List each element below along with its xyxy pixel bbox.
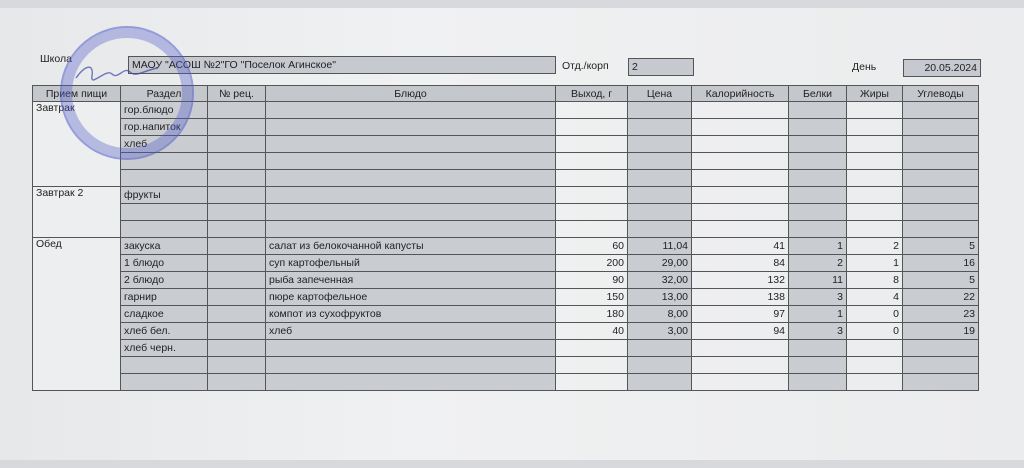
- section-cell: 1 блюдо: [121, 255, 208, 272]
- price-cell: [628, 170, 692, 187]
- rec-cell: [208, 374, 266, 391]
- price-cell: [628, 340, 692, 357]
- dish-cell: [266, 119, 556, 136]
- school-field: МАОУ "АСОШ №2"ГО "Поселок Агинское": [128, 56, 556, 74]
- price-cell: 11,04: [628, 238, 692, 255]
- table-row: [33, 289, 979, 306]
- out-cell: [556, 119, 628, 136]
- kcal-cell: [692, 136, 789, 153]
- column-header: Углеводы: [903, 86, 979, 102]
- column-header: Жиры: [847, 86, 903, 102]
- price-cell: [628, 119, 692, 136]
- column-header: Калорийность: [692, 86, 789, 102]
- price-cell: 13,00: [628, 289, 692, 306]
- column-header: Белки: [789, 86, 847, 102]
- price-cell: 8,00: [628, 306, 692, 323]
- dish-cell: хлеб: [266, 323, 556, 340]
- out-cell: [556, 340, 628, 357]
- rec-cell: [208, 153, 266, 170]
- section-cell: фрукты: [121, 187, 208, 204]
- table-header-row: [33, 86, 979, 102]
- section-cell: хлеб черн.: [121, 340, 208, 357]
- prot-cell: 3: [789, 323, 847, 340]
- kcal-cell: [692, 374, 789, 391]
- dish-cell: [266, 170, 556, 187]
- price-cell: [628, 153, 692, 170]
- out-cell: [556, 374, 628, 391]
- dish-cell: компот из сухофруктов: [266, 306, 556, 323]
- out-cell: 40: [556, 323, 628, 340]
- kcal-cell: [692, 119, 789, 136]
- prot-cell: [789, 340, 847, 357]
- rec-cell: [208, 170, 266, 187]
- prot-cell: [789, 204, 847, 221]
- dish-cell: рыба запеченная: [266, 272, 556, 289]
- kcal-cell: 97: [692, 306, 789, 323]
- dept-label: Отд./корп: [562, 60, 609, 72]
- rec-cell: [208, 323, 266, 340]
- prot-cell: 1: [789, 306, 847, 323]
- kcal-cell: [692, 357, 789, 374]
- section-cell: гарнир: [121, 289, 208, 306]
- dish-cell: [266, 204, 556, 221]
- price-cell: [628, 374, 692, 391]
- prot-cell: [789, 102, 847, 119]
- out-cell: [556, 204, 628, 221]
- out-cell: 60: [556, 238, 628, 255]
- prot-cell: 1: [789, 238, 847, 255]
- carb-cell: [903, 357, 979, 374]
- out-cell: [556, 187, 628, 204]
- out-cell: [556, 221, 628, 238]
- kcal-cell: 132: [692, 272, 789, 289]
- table-row: [33, 221, 979, 238]
- price-cell: [628, 102, 692, 119]
- table-row: [33, 323, 979, 340]
- prot-cell: 2: [789, 255, 847, 272]
- rec-cell: [208, 102, 266, 119]
- carb-cell: 23: [903, 306, 979, 323]
- column-header: Выход, г: [556, 86, 628, 102]
- kcal-cell: [692, 170, 789, 187]
- rec-cell: [208, 357, 266, 374]
- table-row: [33, 136, 979, 153]
- dish-cell: [266, 340, 556, 357]
- rec-cell: [208, 136, 266, 153]
- fat-cell: 0: [847, 306, 903, 323]
- price-cell: [628, 357, 692, 374]
- out-cell: [556, 136, 628, 153]
- prot-cell: [789, 153, 847, 170]
- fat-cell: [847, 357, 903, 374]
- carb-cell: 5: [903, 238, 979, 255]
- kcal-cell: 84: [692, 255, 789, 272]
- dish-cell: [266, 374, 556, 391]
- kcal-cell: 41: [692, 238, 789, 255]
- section-cell: [121, 374, 208, 391]
- fat-cell: [847, 374, 903, 391]
- carb-cell: [903, 374, 979, 391]
- dish-cell: [266, 357, 556, 374]
- section-cell: [121, 357, 208, 374]
- rec-cell: [208, 187, 266, 204]
- table-row: [33, 306, 979, 323]
- menu-sheet: [0, 8, 1024, 460]
- meal-name: Завтрак 2: [33, 187, 121, 238]
- rec-cell: [208, 289, 266, 306]
- table-row: [33, 272, 979, 289]
- carb-cell: [903, 204, 979, 221]
- fat-cell: [847, 102, 903, 119]
- dish-cell: [266, 136, 556, 153]
- carb-cell: 5: [903, 272, 979, 289]
- fat-cell: [847, 204, 903, 221]
- meal-name: Обед: [33, 238, 121, 391]
- dish-cell: [266, 221, 556, 238]
- carb-cell: [903, 153, 979, 170]
- section-cell: 2 блюдо: [121, 272, 208, 289]
- prot-cell: [789, 221, 847, 238]
- dish-cell: салат из белокочанной капусты: [266, 238, 556, 255]
- prot-cell: [789, 119, 847, 136]
- fat-cell: 1: [847, 255, 903, 272]
- carb-cell: 19: [903, 323, 979, 340]
- out-cell: 180: [556, 306, 628, 323]
- section-cell: закуска: [121, 238, 208, 255]
- kcal-cell: [692, 102, 789, 119]
- meal-name: Завтрак: [33, 102, 121, 187]
- dish-cell: суп картофельный: [266, 255, 556, 272]
- rec-cell: [208, 204, 266, 221]
- table-row: [33, 357, 979, 374]
- menu-table: [32, 85, 979, 391]
- carb-cell: [903, 119, 979, 136]
- carb-cell: [903, 187, 979, 204]
- dish-cell: [266, 187, 556, 204]
- kcal-cell: [692, 340, 789, 357]
- section-cell: [121, 204, 208, 221]
- table-row: [33, 187, 979, 204]
- out-cell: 200: [556, 255, 628, 272]
- section-cell: гор.блюдо: [121, 102, 208, 119]
- section-cell: [121, 170, 208, 187]
- fat-cell: [847, 187, 903, 204]
- prot-cell: [789, 187, 847, 204]
- column-header: № рец.: [208, 86, 266, 102]
- rec-cell: [208, 306, 266, 323]
- section-cell: хлеб бел.: [121, 323, 208, 340]
- table-row: [33, 238, 979, 255]
- table-row: [33, 119, 979, 136]
- prot-cell: [789, 170, 847, 187]
- rec-cell: [208, 272, 266, 289]
- column-header: Прием пищи: [33, 86, 121, 102]
- kcal-cell: 138: [692, 289, 789, 306]
- carb-cell: [903, 221, 979, 238]
- prot-cell: [789, 374, 847, 391]
- prot-cell: 11: [789, 272, 847, 289]
- section-cell: гор.напиток: [121, 119, 208, 136]
- fat-cell: [847, 119, 903, 136]
- day-label: День: [852, 61, 877, 73]
- kcal-cell: [692, 204, 789, 221]
- kcal-cell: [692, 187, 789, 204]
- price-cell: [628, 187, 692, 204]
- out-cell: 90: [556, 272, 628, 289]
- price-cell: 29,00: [628, 255, 692, 272]
- carb-cell: [903, 102, 979, 119]
- carb-cell: [903, 170, 979, 187]
- carb-cell: 16: [903, 255, 979, 272]
- table-row: [33, 170, 979, 187]
- section-cell: хлеб: [121, 136, 208, 153]
- table-row: [33, 153, 979, 170]
- fat-cell: [847, 170, 903, 187]
- kcal-cell: [692, 153, 789, 170]
- column-header: Цена: [628, 86, 692, 102]
- price-cell: [628, 204, 692, 221]
- table-row: [33, 204, 979, 221]
- table-row: [33, 374, 979, 391]
- dish-cell: пюре картофельное: [266, 289, 556, 306]
- fat-cell: [847, 340, 903, 357]
- prot-cell: 3: [789, 289, 847, 306]
- carb-cell: [903, 340, 979, 357]
- column-header: Блюдо: [266, 86, 556, 102]
- column-header: Раздел: [121, 86, 208, 102]
- out-cell: 150: [556, 289, 628, 306]
- table-row: [33, 102, 979, 119]
- day-field: 20.05.2024: [903, 59, 981, 77]
- rec-cell: [208, 238, 266, 255]
- table-row: [33, 340, 979, 357]
- carb-cell: 22: [903, 289, 979, 306]
- out-cell: [556, 153, 628, 170]
- dept-field: 2: [628, 58, 694, 76]
- table-row: [33, 255, 979, 272]
- fat-cell: 2: [847, 238, 903, 255]
- section-cell: [121, 221, 208, 238]
- fat-cell: [847, 153, 903, 170]
- kcal-cell: [692, 221, 789, 238]
- dish-cell: [266, 102, 556, 119]
- carb-cell: [903, 136, 979, 153]
- rec-cell: [208, 340, 266, 357]
- fat-cell: [847, 221, 903, 238]
- price-cell: 32,00: [628, 272, 692, 289]
- prot-cell: [789, 136, 847, 153]
- price-cell: 3,00: [628, 323, 692, 340]
- out-cell: [556, 357, 628, 374]
- fat-cell: 8: [847, 272, 903, 289]
- fat-cell: [847, 136, 903, 153]
- dish-cell: [266, 153, 556, 170]
- price-cell: [628, 136, 692, 153]
- rec-cell: [208, 255, 266, 272]
- out-cell: [556, 170, 628, 187]
- rec-cell: [208, 221, 266, 238]
- school-label: Школа: [40, 53, 72, 65]
- kcal-cell: 94: [692, 323, 789, 340]
- fat-cell: 0: [847, 323, 903, 340]
- section-cell: сладкое: [121, 306, 208, 323]
- section-cell: [121, 153, 208, 170]
- fat-cell: 4: [847, 289, 903, 306]
- price-cell: [628, 221, 692, 238]
- out-cell: [556, 102, 628, 119]
- prot-cell: [789, 357, 847, 374]
- rec-cell: [208, 119, 266, 136]
